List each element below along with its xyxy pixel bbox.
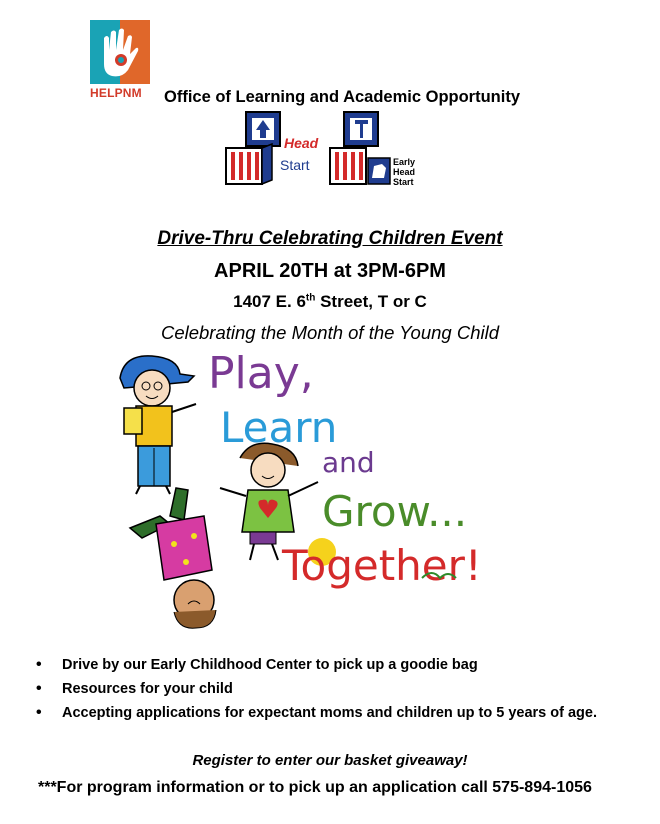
helpnm-logo — [90, 20, 150, 84]
early-text-3: Start — [393, 177, 414, 187]
grow-word: Grow... — [322, 487, 468, 536]
list-item: • Resources for your child — [36, 678, 636, 700]
event-title: Drive-Thru Celebrating Children Event — [157, 228, 503, 249]
event-address: 1407 E. 6th Street, T or C — [233, 292, 427, 311]
contact-line: ***For program information or to pick up an application call 575-894-1056 — [38, 779, 592, 796]
helpnm-logo-text: HELPNM — [90, 86, 142, 100]
start-text: Start — [280, 157, 310, 173]
and-word: and — [322, 446, 375, 479]
early-text-1: Early — [393, 157, 416, 167]
list-item: • Accepting applications for expectant moms and children up to 5 years of age. — [36, 702, 636, 724]
event-tagline: Celebrating the Month of the Young Child — [160, 322, 500, 343]
upside-down-child-figure — [130, 488, 216, 628]
event-details-list — [36, 654, 636, 726]
play-word: Play, — [208, 348, 314, 399]
head-text: Head — [284, 135, 319, 151]
learn-word: Learn — [220, 403, 338, 452]
together-word: Together! — [282, 541, 482, 590]
event-date: APRIL 20TH at 3PM-6PM — [214, 260, 446, 282]
play-learn-grow-illustration — [100, 348, 560, 638]
head-start-logo — [222, 110, 422, 190]
list-item: • Drive by our Early Childhood Center to pick up a goodie bag — [36, 654, 636, 676]
office-heading: Office of Learning and Academic Opportunity — [164, 88, 521, 106]
register-line: Register to enter our basket giveaway! — [192, 752, 468, 769]
early-text-2: Head — [393, 167, 416, 177]
boy-figure — [120, 356, 196, 494]
